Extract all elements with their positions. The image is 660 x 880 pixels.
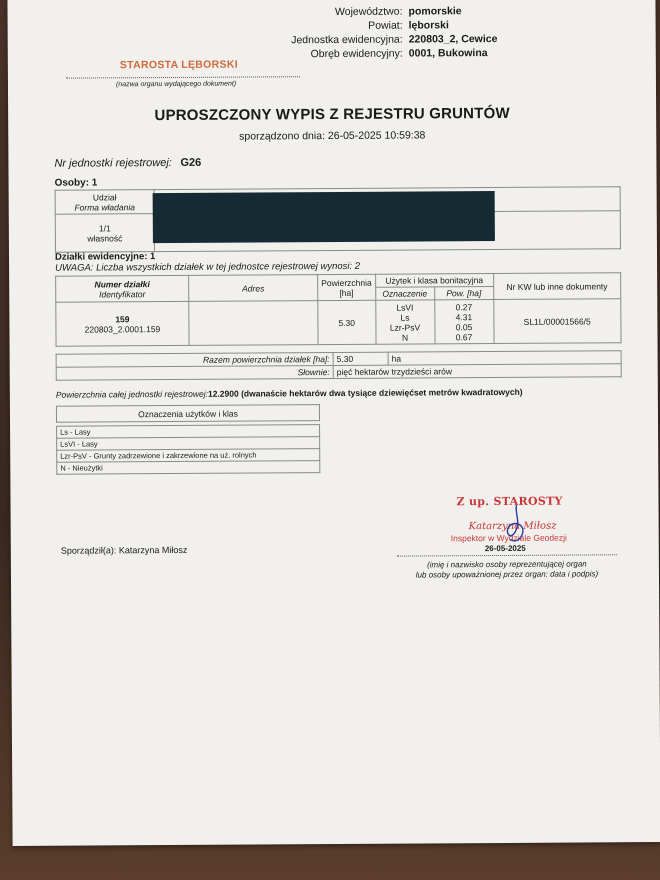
parcel-identifier: 220803_2.0001.159 [84,323,161,335]
col-adres-header: Adres [189,275,318,302]
razem-value: 5.30 [333,352,388,365]
document-page [7,0,660,846]
signature-caption-line: (imię i nazwisko osoby reprezentującej organ [427,559,587,570]
parcels-table [55,272,621,346]
legend-table [56,404,320,475]
parcel-number-cell [56,301,189,346]
total-area-line [56,387,523,400]
landuse-code: Ls [400,312,410,323]
razem-unit: ha [388,351,621,365]
issuing-organ: STAROSTA LĘBORSKI [119,58,238,72]
parcel-area: 5.30 [318,300,376,344]
document-title: UPROSZCZONY WYPIS Z REJESTRU GRUNTÓW [154,104,510,125]
parcel-kw: SL1L/00001566/5 [493,299,621,344]
landuse-code: LsVI [396,302,414,313]
signature-date: 26-05-2025 [484,543,526,554]
landuse-code: Lzr-PsV [389,321,421,333]
jednostka-label: Jednostka ewidencyjna: [291,33,403,47]
legend-item: N - Nieużytki [57,461,320,475]
parcels-note: UWAGA: Liczba wszystkich działek w tej jednostce rejestrowej wynosi: 2 [55,260,361,274]
signature-caption [387,559,627,580]
col-ident-label: Identyfikator [99,288,146,299]
parcel-number: 159 [115,313,130,324]
table-row [56,299,621,346]
wojewodztwo-value: pomorskie [408,5,462,18]
col-pow-header [318,274,376,300]
organ-dotted-line [66,76,300,78]
organ-caption: (nazwa organu wydającego dokument) [115,80,237,89]
col-oznaczenie-header: Oznaczenie [375,287,434,300]
landuse-area: 0.27 [455,301,473,312]
signature-dotted-line [397,554,617,556]
parcels-label: Działki ewidencyjne: 1 [54,251,156,263]
razem-label: Razem powierzchnia działek [ha]: [56,353,333,368]
landuse-code: N [401,332,409,343]
col-numer-label: Numer działki [94,278,150,289]
obreb-label: Obręb ewidencyjny: [310,47,403,61]
prepared-by: Sporządził(a): Katarzyna Miłosz [60,544,188,556]
col-pow-unit: [ha] [339,287,354,298]
obreb-value: 0001, Bukowina [408,47,488,60]
powiat-value: lęborski [408,19,449,32]
owners-share-cell [55,214,154,253]
registry-number: G26 [180,156,202,169]
parcel-landuse-codes [375,300,434,344]
legend-title: Oznaczenia użytków i klas [56,405,319,423]
slownie-value: pięć hektarów trzydzieści arów [333,364,621,379]
owners-label: Osoby: 1 [54,177,98,189]
powiat-label: Powiat: [368,19,403,32]
col-forma: Forma władania [74,201,135,213]
totals-table [56,350,622,380]
legend-item: Ls - Lasy [57,425,320,439]
col-udzial: Udział [92,191,117,202]
stamp-label: Z up. STAROSTY [456,494,563,509]
date-line: sporządzono dnia: 26-05-2025 10:59:38 [239,129,426,143]
landuse-area: 0.67 [455,331,473,342]
total-area-label: Powierzchnia całej jednostki rejestrowej: [55,388,209,400]
legend-item: Lzr-PsV - Grunty zadrzewione i zakrzewione na uż. rolnych [57,449,320,463]
col-pow-label: Powierzchnia [321,277,372,288]
signature-caption-line: lub osoby upoważnionej przez organ: data i podpis) [415,569,599,580]
jednostka-value: 220803_2, Cewice [408,32,498,46]
registry-label: Nr jednostki rejestrowej: [54,156,172,170]
handwritten-signature [499,503,535,547]
slownie-label: Słownie: [56,366,333,381]
col-numer-header [56,275,189,302]
parcel-landuse-areas [434,300,493,344]
total-area-value: 12.2900 (dwanaście hektarów dwa tysiące dziewięćset metrów kwadratowych) [207,386,523,399]
owner-share: 1/1 [98,222,111,233]
landuse-area: 0.05 [455,321,473,332]
signature-name: Katarzyna Miłosz [468,520,557,533]
col-uzytek-header: Użytek i klasa bonitacyjna [375,274,493,288]
legend-item: LsVI - Lasy [57,437,320,451]
signature-role: Inspektor w Wydziale Geodezji [450,532,567,544]
wojewodztwo-label: Województwo: [334,5,403,18]
owners-header-cell [55,190,154,215]
parcel-address [189,301,318,346]
col-pow-ha-header: Pow. [ha] [434,287,493,300]
redaction-block [153,191,495,243]
col-kw-header: Nr KW lub inne dokumenty [493,273,621,300]
landuse-area: 4.31 [455,311,473,322]
owner-form: własność [87,232,123,244]
